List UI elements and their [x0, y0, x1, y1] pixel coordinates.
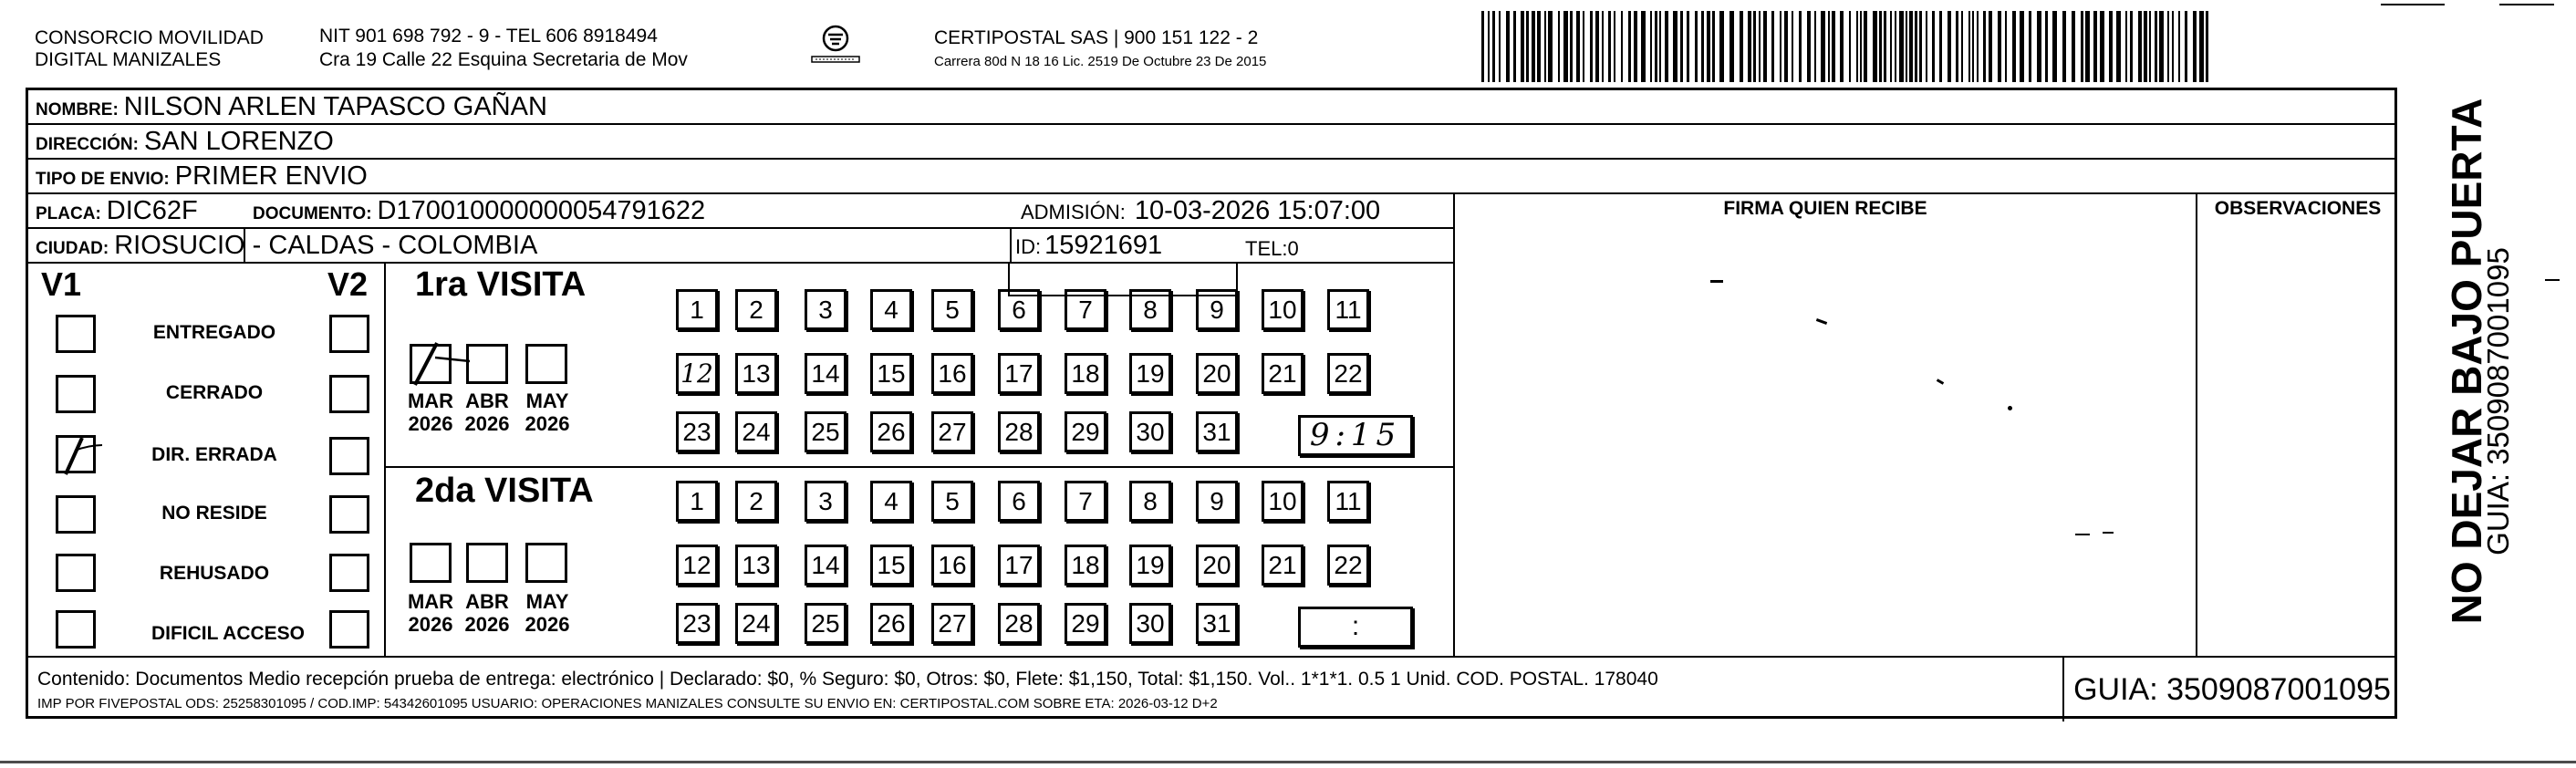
- barcode-bar: [1983, 11, 1986, 82]
- barcode-bar: [2125, 11, 2127, 82]
- signature-mark: [1710, 280, 1723, 283]
- visit2-day-box[interactable]: 24: [735, 603, 777, 644]
- barcode-bar: [2159, 11, 2164, 82]
- barcode-bar: [1856, 11, 1858, 82]
- visit2-day-box[interactable]: 2: [735, 481, 777, 522]
- barcode-bar: [1977, 11, 1979, 82]
- visit1-day-box[interactable]: 6: [998, 289, 1040, 330]
- visit1-day-box[interactable]: 19: [1129, 353, 1171, 394]
- visit2-day-box[interactable]: 17: [998, 545, 1040, 586]
- bottom-edge-line: [0, 761, 2576, 763]
- barcode-bar: [2149, 11, 2151, 82]
- barcode-bar: [1590, 11, 1593, 82]
- nit-line2: Cra 19 Calle 22 Esquina Secretaria de Mov: [319, 49, 688, 70]
- status-v1-checkbox[interactable]: [56, 375, 96, 413]
- visit1-day-box[interactable]: 22: [1327, 353, 1369, 394]
- barcode-bar: [2178, 11, 2180, 82]
- barcode-bar: [1499, 11, 1501, 82]
- tipo-envio-field: TIPO DE ENVIO: PRIMER ENVIO: [36, 161, 368, 191]
- visit1-day-box[interactable]: 21: [1262, 353, 1304, 394]
- visit2-day-box[interactable]: 31: [1196, 603, 1238, 644]
- barcode-bar: [1860, 11, 1862, 82]
- admision-field: ADMISIÓN: 10-03-2026 15:07:00: [1021, 196, 1381, 225]
- tel-field: TEL:0: [1245, 237, 1299, 260]
- visit1-day-box[interactable]: 2: [735, 289, 777, 330]
- v1-header: V1: [41, 265, 82, 303]
- barcode-bar: [1719, 11, 1724, 82]
- barcode-bar: [1780, 11, 1781, 82]
- signature-mark: [2075, 534, 2090, 535]
- no-dejar-bajo-puerta-text: NO DEJAR BAJO PUERTA: [2443, 98, 2490, 625]
- barcode-bar: [2138, 11, 2142, 82]
- visit2-day-box[interactable]: 10: [1262, 481, 1304, 522]
- visit1-month-label: MAY 2026: [525, 389, 570, 435]
- signature-mark: [1937, 379, 1944, 385]
- guia-number: GUIA: 3509087001095: [2062, 658, 2400, 721]
- status-label: CERRADO: [165, 382, 264, 403]
- nombre-field: NOMBRE: NILSON ARLEN TAPASCO GAÑAN: [36, 92, 547, 121]
- barcode-bar: [1506, 11, 1510, 82]
- status-label: DIFICIL ACCESO: [151, 623, 305, 644]
- barcode-bar: [1521, 11, 1524, 82]
- tipo-envio-value: PRIMER ENVIO: [174, 161, 368, 191]
- documento-value: D170010000000054791622: [377, 196, 706, 225]
- barcode-bar: [1998, 11, 2001, 82]
- barcode-bar: [1909, 11, 1913, 82]
- barcode-bar: [1832, 11, 1835, 82]
- barcode-bar: [1792, 11, 1793, 82]
- visit1-month-checkbox[interactable]: [525, 344, 567, 384]
- barcode-bar: [1558, 11, 1560, 82]
- barcode-bar: [1641, 11, 1646, 82]
- visit2-day-box[interactable]: 11: [1327, 481, 1369, 522]
- barcode-bar: [1634, 11, 1637, 82]
- barcode-bar: [1932, 11, 1935, 82]
- barcode-bar: [1956, 11, 1958, 82]
- visit2-month-checkbox[interactable]: [466, 543, 508, 583]
- barcode-bar: [1583, 11, 1584, 82]
- barcode-bar: [2012, 11, 2016, 82]
- nit-line1: NIT 901 698 792 - 9 - TEL 606 8918494: [319, 26, 658, 47]
- barcode-bar: [2072, 11, 2075, 82]
- visit1-day-box[interactable]: 27: [931, 411, 973, 452]
- visit1-month-checkbox[interactable]: [466, 344, 508, 384]
- barcode-bar: [1602, 11, 1604, 82]
- barcode-bar: [1814, 11, 1816, 82]
- side-guia-number: GUIA: 3509087001095: [2481, 247, 2515, 555]
- visit1-day-box[interactable]: 14: [805, 353, 847, 394]
- barcode-bar: [1864, 11, 1867, 82]
- barcode-bar: [1608, 11, 1611, 82]
- barcode-bar: [1481, 11, 1484, 82]
- visit2-day-box[interactable]: 19: [1129, 545, 1171, 586]
- visit2-day-box[interactable]: 6: [998, 481, 1040, 522]
- visit2-day-box[interactable]: 5: [931, 481, 973, 522]
- visit1-day-box[interactable]: 17: [998, 353, 1040, 394]
- direccion-value: SAN LORENZO: [143, 127, 334, 156]
- v2-header: V2: [327, 265, 369, 303]
- barcode-bar: [1748, 11, 1751, 82]
- admision-value: 10-03-2026 15:07:00: [1134, 196, 1381, 225]
- visit2-month-label: MAR 2026: [407, 590, 454, 636]
- observaciones-column-header: OBSERVACIONES: [2214, 198, 2382, 219]
- visit2-day-box[interactable]: 28: [998, 603, 1040, 644]
- imp-text: IMP POR FIVEPOSTAL ODS: 25258301095 / COD.IMP: 54342601095 USUARIO: OPERACIONES MANIZALES CONSULTE SU ENVIO EN: CERTIPOSTAL.COM SOBRE ETA: 2026-03-12 D+2: [37, 696, 1218, 711]
- barcode-bar: [2172, 11, 2174, 82]
- stray-mark: [2381, 4, 2445, 5]
- barcode-bar: [1687, 11, 1689, 82]
- visit1-time-field[interactable]: 9:15: [1298, 415, 1413, 456]
- barcode-bar: [2130, 11, 2133, 82]
- visit2-day-box[interactable]: 4: [870, 481, 912, 522]
- barcode-bar: [1821, 11, 1825, 82]
- barcode-bar: [1972, 11, 1974, 82]
- barcode-bar: [2116, 11, 2121, 82]
- barcode-bar: [1948, 11, 1951, 82]
- company-name-line1: CONSORCIO MOVILIDAD: [35, 27, 264, 48]
- id-value: 15921691: [1044, 231, 1163, 260]
- barcode-bar: [1492, 11, 1495, 82]
- barcode-bar: [1926, 11, 1927, 82]
- stray-mark: [2545, 279, 2560, 281]
- barcode-bar: [1595, 11, 1599, 82]
- status-v1-checkbox-checked[interactable]: [56, 435, 96, 473]
- barcode-bar: [1919, 11, 1922, 82]
- barcode-bar: [2100, 11, 2104, 82]
- barcode-bar: [2062, 11, 2066, 82]
- visit2-day-box[interactable]: 25: [805, 603, 847, 644]
- courier-line1: CERTIPOSTAL SAS | 900 151 122 - 2: [934, 27, 1259, 48]
- visit1-day-box[interactable]: 23: [676, 411, 718, 452]
- barcode-bar: [1544, 11, 1546, 82]
- visit2-day-box[interactable]: 8: [1129, 481, 1171, 522]
- barcode-bar: [1799, 11, 1802, 82]
- barcode-bar: [2029, 11, 2031, 82]
- signature-mark: [2008, 406, 2012, 410]
- side-vertical-text: [2412, 98, 2515, 648]
- barcode-bar: [1659, 11, 1661, 82]
- visit2-day-box[interactable]: 21: [1262, 545, 1304, 586]
- barcode-bar: [2193, 11, 2197, 82]
- barcode-bar: [1488, 11, 1490, 82]
- visit2-month-checkbox[interactable]: [525, 543, 567, 583]
- barcode-bar: [1915, 11, 1917, 82]
- barcode-bar: [1899, 11, 1904, 82]
- barcode-bar: [2155, 11, 2157, 82]
- firma-column-header: FIRMA QUIEN RECIBE: [1723, 198, 1927, 219]
- visit2-day-box[interactable]: 20: [1196, 545, 1238, 586]
- barcode-bar: [1548, 11, 1553, 82]
- visit2-day-box[interactable]: 14: [805, 545, 847, 586]
- signature-mark: [2103, 532, 2114, 534]
- visit2-month-label: ABR 2026: [464, 590, 510, 636]
- barcode-bar: [1576, 11, 1580, 82]
- barcode-bar: [2144, 11, 2147, 82]
- barcode-bar: [1784, 11, 1788, 82]
- barcode-bar: [1563, 11, 1568, 82]
- barcode-bar: [2045, 11, 2048, 82]
- visit2-day-box[interactable]: 3: [805, 481, 847, 522]
- status-label: ENTREGADO: [152, 322, 276, 343]
- status-v1-checkbox[interactable]: [56, 315, 96, 353]
- barcode-bar: [2185, 11, 2187, 82]
- barcode-bar: [1763, 11, 1767, 82]
- visit1-day-box[interactable]: 28: [998, 411, 1040, 452]
- barcode-bar: [2109, 11, 2113, 82]
- visit1-title: 1ra VISITA: [415, 265, 587, 304]
- delivery-form: [26, 88, 2397, 719]
- visit2-day-box[interactable]: 27: [931, 603, 973, 644]
- status-v2-checkbox[interactable]: [329, 554, 369, 592]
- barcode-bar: [1712, 11, 1715, 82]
- visit1-month-label: ABR 2026: [464, 389, 510, 435]
- contenido-text: Contenido: Documentos Medio recepción prueba de entrega: electrónico | Declarado: $0, % Seguro: $0, Otros: $0, Flete: $1,150, Total: $1,150. Vol.. 1*1*1. 0.5 1 Unid. COD. POSTAL. 178040: [37, 669, 1658, 690]
- handwritten-check-icon: [57, 434, 102, 478]
- ciudad-field: CIUDAD: RIOSUCIO - CALDAS - COLOMBIA: [36, 231, 538, 260]
- visit1-day-box[interactable]: 10: [1262, 289, 1304, 330]
- visit1-day-box[interactable]: 13: [735, 353, 777, 394]
- barcode-bar: [2085, 11, 2090, 82]
- barcode-bar: [1840, 11, 1844, 82]
- barcode-bar: [2020, 11, 2024, 82]
- visit1-day-box-marked[interactable]: 12: [676, 353, 718, 394]
- certipostal-logo-icon: [810, 22, 861, 69]
- barcode-bar: [1807, 11, 1811, 82]
- barcode-bar: [1526, 11, 1529, 82]
- visit1-day-box[interactable]: 1: [676, 289, 718, 330]
- visit2-day-box[interactable]: 26: [870, 603, 912, 644]
- barcode-bar: [2037, 11, 2041, 82]
- visit1-day-box[interactable]: 20: [1196, 353, 1238, 394]
- visit1-day-box[interactable]: 18: [1065, 353, 1106, 394]
- barcode-bar: [2081, 11, 2083, 82]
- visit2-day-box[interactable]: 1: [676, 481, 718, 522]
- barcode-bar: [2052, 11, 2057, 82]
- visit2-day-box[interactable]: 22: [1327, 545, 1369, 586]
- barcode-bar: [1650, 11, 1652, 82]
- barcode-bar: [2199, 11, 2204, 82]
- placa-value: DIC62F: [106, 196, 198, 225]
- visit1-day-box[interactable]: 8: [1129, 289, 1171, 330]
- visit1-day-box[interactable]: 16: [931, 353, 973, 394]
- status-v2-checkbox[interactable]: [329, 315, 369, 353]
- barcode-bar: [1828, 11, 1830, 82]
- barcode-bar: [1614, 11, 1615, 82]
- barcode-bar: [1740, 11, 1743, 82]
- visit2-day-box[interactable]: 13: [735, 545, 777, 586]
- visit1-day-box[interactable]: 11: [1327, 289, 1369, 330]
- stray-mark: [2499, 4, 2554, 5]
- company-name-line2: DIGITAL MANIZALES: [35, 49, 222, 70]
- status-v1-checkbox[interactable]: [56, 554, 96, 592]
- barcode-bar: [1873, 11, 1877, 82]
- barcode-bar: [1849, 11, 1851, 82]
- barcode-bar: [1701, 11, 1704, 82]
- barcode-bar: [1890, 11, 1892, 82]
- nombre-value: NILSON ARLEN TAPASCO GAÑAN: [123, 92, 547, 121]
- barcode-bar: [2167, 11, 2169, 82]
- visit2-time-field[interactable]: :: [1298, 607, 1413, 648]
- visit1-day-box[interactable]: 9: [1196, 289, 1238, 330]
- status-v1-checkbox[interactable]: [56, 495, 96, 534]
- barcode-bar: [1537, 11, 1541, 82]
- visit2-day-box[interactable]: 12: [676, 545, 718, 586]
- status-label: NO RESIDE: [161, 503, 267, 524]
- barcode-bar: [1989, 11, 1992, 82]
- barcode-bar: [1771, 11, 1774, 82]
- barcode-bar: [1532, 11, 1535, 82]
- visit1-month-label: MAR 2026: [407, 389, 454, 435]
- visit2-day-box[interactable]: 30: [1129, 603, 1171, 644]
- visit2-day-box[interactable]: 15: [870, 545, 912, 586]
- barcode-bar: [1655, 11, 1657, 82]
- barcode-bar: [1961, 11, 1963, 82]
- barcode-bar: [1729, 11, 1734, 82]
- ciudad-value: RIOSUCIO - CALDAS - COLOMBIA: [114, 231, 538, 260]
- visit2-day-box[interactable]: 23: [676, 603, 718, 644]
- placa-field: PLACA: DIC62F: [36, 196, 198, 225]
- barcode-bar: [2005, 11, 2007, 82]
- barcode-bar: [1759, 11, 1761, 82]
- status-label: DIR. ERRADA: [151, 444, 277, 465]
- visit1-day-box[interactable]: 7: [1065, 289, 1106, 330]
- barcode-bar: [1680, 11, 1683, 82]
- id-field: ID: 15921691: [1015, 231, 1163, 260]
- visit2-day-box[interactable]: 18: [1065, 545, 1106, 586]
- barcode-bar: [2206, 11, 2208, 82]
- visit1-day-box[interactable]: 29: [1065, 411, 1106, 452]
- visit1-day-box[interactable]: 3: [805, 289, 847, 330]
- visit2-month-label: MAY 2026: [525, 590, 570, 636]
- visit1-day-box[interactable]: 4: [870, 289, 912, 330]
- visit2-day-box[interactable]: 29: [1065, 603, 1106, 644]
- barcode-bar: [1621, 11, 1623, 82]
- barcode-bar: [1628, 11, 1631, 82]
- barcode-bar: [1513, 11, 1516, 82]
- barcode-bar: [1884, 11, 1886, 82]
- visit1-month-checkbox-checked[interactable]: [410, 344, 452, 384]
- visit2-day-box[interactable]: 7: [1065, 481, 1106, 522]
- status-v2-checkbox[interactable]: [329, 495, 369, 534]
- barcode-bar: [1895, 11, 1896, 82]
- handwritten-check-icon: [410, 334, 473, 389]
- documento-field: DOCUMENTO: D170010000000054791622: [253, 196, 706, 225]
- barcode-bar: [1570, 11, 1573, 82]
- barcode-bar: [1707, 11, 1710, 82]
- status-label: REHUSADO: [159, 563, 270, 584]
- visit2-day-box[interactable]: 9: [1196, 481, 1238, 522]
- barcode-bar: [1968, 11, 1970, 82]
- visit1-day-box[interactable]: 5: [931, 289, 973, 330]
- visit1-day-box[interactable]: 15: [870, 353, 912, 394]
- courier-line2: Carrera 80d N 18 16 Lic. 2519 De Octubre 23 De 2015: [934, 54, 1267, 69]
- barcode-bar: [1695, 11, 1698, 82]
- visit1-day-box[interactable]: 31: [1196, 411, 1238, 452]
- status-v2-checkbox[interactable]: [329, 437, 369, 475]
- barcode-icon: [1481, 11, 2218, 82]
- visit2-month-checkbox[interactable]: [410, 543, 452, 583]
- barcode-bar: [1673, 11, 1678, 82]
- barcode-bar: [1753, 11, 1756, 82]
- signature-mark: [1816, 318, 1827, 325]
- barcode-bar: [2093, 11, 2097, 82]
- barcode-bar: [1665, 11, 1668, 82]
- visit1-day-box[interactable]: 26: [870, 411, 912, 452]
- barcode-bar: [1906, 11, 1907, 82]
- visit1-day-box[interactable]: 25: [805, 411, 847, 452]
- barcode-bar: [1879, 11, 1882, 82]
- visit2-title: 2da VISITA: [415, 472, 594, 510]
- tel-value: 0: [1287, 237, 1299, 260]
- visit2-day-box[interactable]: 16: [931, 545, 973, 586]
- visit1-day-box[interactable]: 24: [735, 411, 777, 452]
- direccion-field: DIRECCIÓN: SAN LORENZO: [36, 127, 334, 156]
- visit1-day-box[interactable]: 30: [1129, 411, 1171, 452]
- status-v1-checkbox[interactable]: [56, 610, 96, 649]
- status-v2-checkbox[interactable]: [329, 375, 369, 413]
- barcode-bar: [1939, 11, 1942, 82]
- status-v2-checkbox[interactable]: [329, 610, 369, 649]
